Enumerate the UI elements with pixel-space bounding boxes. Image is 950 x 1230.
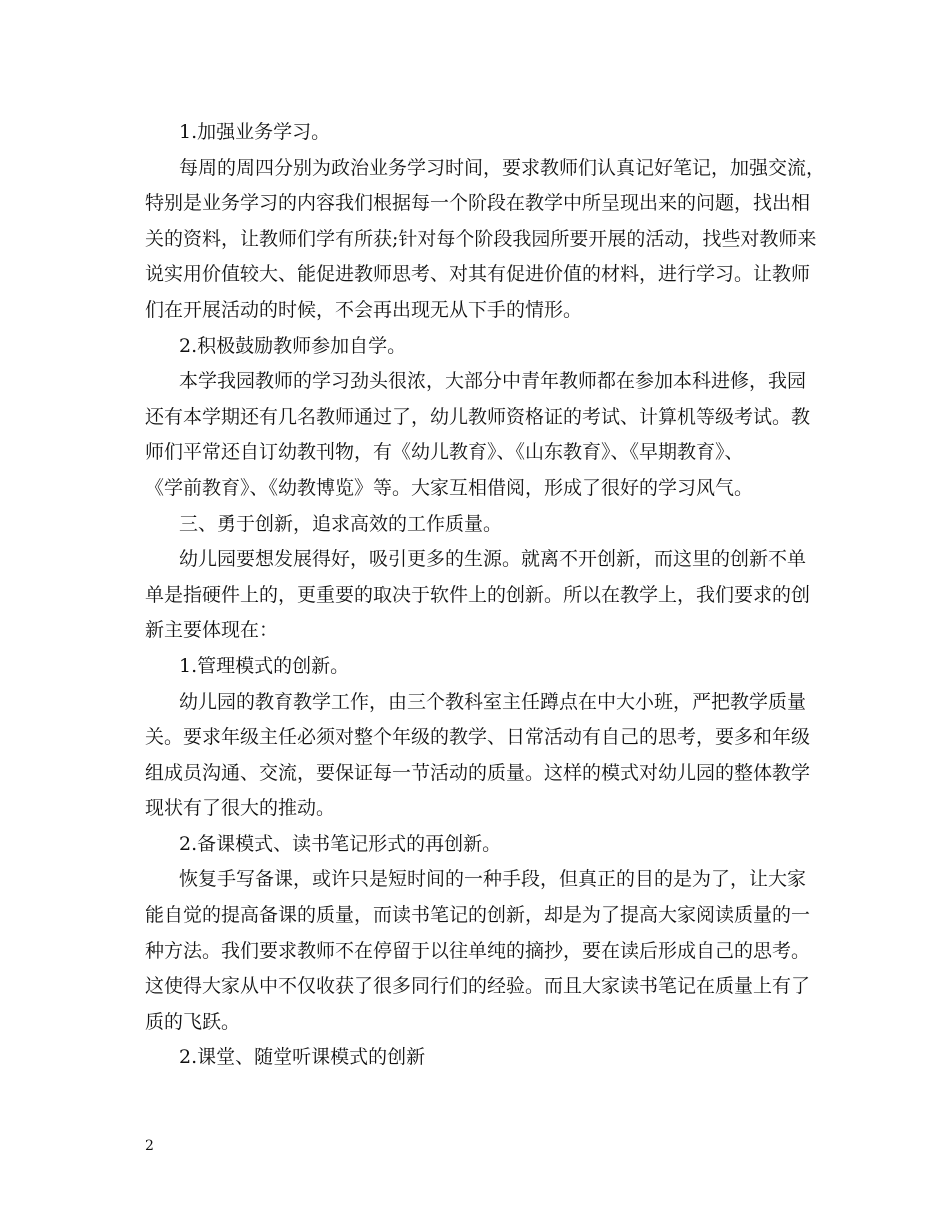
- paragraph-first-line: 2.备课模式、读书笔记形式的再创新。: [179, 832, 502, 855]
- paragraph-line: 质的飞跃。: [145, 1010, 241, 1033]
- paragraph-first-line: 恢复手写备课，或许只是短时间的一种手段，但真正的目的是为了，让大家: [179, 868, 807, 891]
- paragraph-first-line: 幼儿园要想发展得好，吸引更多的生源。就离不开创新，而这里的创新不单: [179, 548, 807, 571]
- paragraph-first-line: 2.课堂、随堂听课模式的创新: [179, 1046, 426, 1069]
- paragraph-line: 师们平常还自订幼教刊物，有《幼儿教育》、《山东教育》、《早期教育》、: [145, 441, 744, 464]
- paragraph-first-line: 本学我园教师的学习劲头很浓，大部分中青年教师都在参加本科进修，我园: [179, 370, 807, 393]
- document-body: [145, 115, 826, 1076]
- paragraph-first-line: 幼儿园的教育教学工作，由三个教科室主任蹲点在中大小班，严把教学质量: [179, 690, 807, 713]
- paragraph-line: 们在开展活动的时候，不会再出现无从下手的情形。: [145, 298, 583, 321]
- paragraph-line: 单是指硬件上的，更重要的取决于软件上的创新。所以在教学上，我们要求的创: [145, 583, 811, 606]
- paragraph-line: 现状有了很大的推动。: [145, 797, 336, 820]
- paragraph-first-line: 每周的周四分别为政治业务学习时间，要求教师们认真记好笔记，加强交流，: [179, 156, 826, 179]
- page-number: 2: [145, 1138, 154, 1154]
- paragraph-line: 新主要体现在：: [145, 619, 279, 642]
- paragraph-line: 种方法。我们要求教师不在停留于以往单纯的摘抄，要在读后形成自己的思考。: [145, 939, 811, 962]
- paragraph-first-line: 1.加强业务学习。: [179, 121, 331, 143]
- paragraph-line: 组成员沟通、交流，要保证每一节活动的质量。这样的模式对幼儿园的整体教学: [145, 761, 811, 784]
- paragraph-line: 说实用价值较大、能促进教师思考、对其有促进价值的材料，进行学习。让教师: [145, 263, 811, 286]
- paragraph-line: 关。要求年级主任必须对整个年级的教学、日常活动有自己的思考，要多和年级: [145, 726, 811, 749]
- paragraph-first-line: 2.积极鼓励教师参加自学。: [179, 334, 407, 357]
- paragraph-first-line: 1.管理模式的创新。: [179, 654, 350, 677]
- paragraph-line: 关的资料，让教师们学有所获;针对每个阶段我园所要开展的活动，找些对教师来: [145, 227, 817, 250]
- paragraph-line: 能自觉的提高备课的质量，而读书笔记的创新，却是为了提高大家阅读质量的一: [145, 904, 811, 927]
- paragraph-first-line: 三、勇于创新，追求高效的工作质量。: [179, 512, 503, 535]
- paragraph-line: 还有本学期还有几名教师通过了，幼儿教师资格证的考试、计算机等级考试。教: [145, 405, 811, 428]
- paragraph-line: 这使得大家从中不仅收获了很多同行们的经验。而且大家读书笔记在质量上有了: [145, 975, 811, 998]
- paragraph-line: 《学前教育》、《幼教博览》等。大家互相借阅，形成了很好的学习风气。: [145, 476, 754, 499]
- paragraph-line: 特别是业务学习的内容我们根据每一个阶段在教学中所呈现出来的问题，找出相: [145, 192, 811, 215]
